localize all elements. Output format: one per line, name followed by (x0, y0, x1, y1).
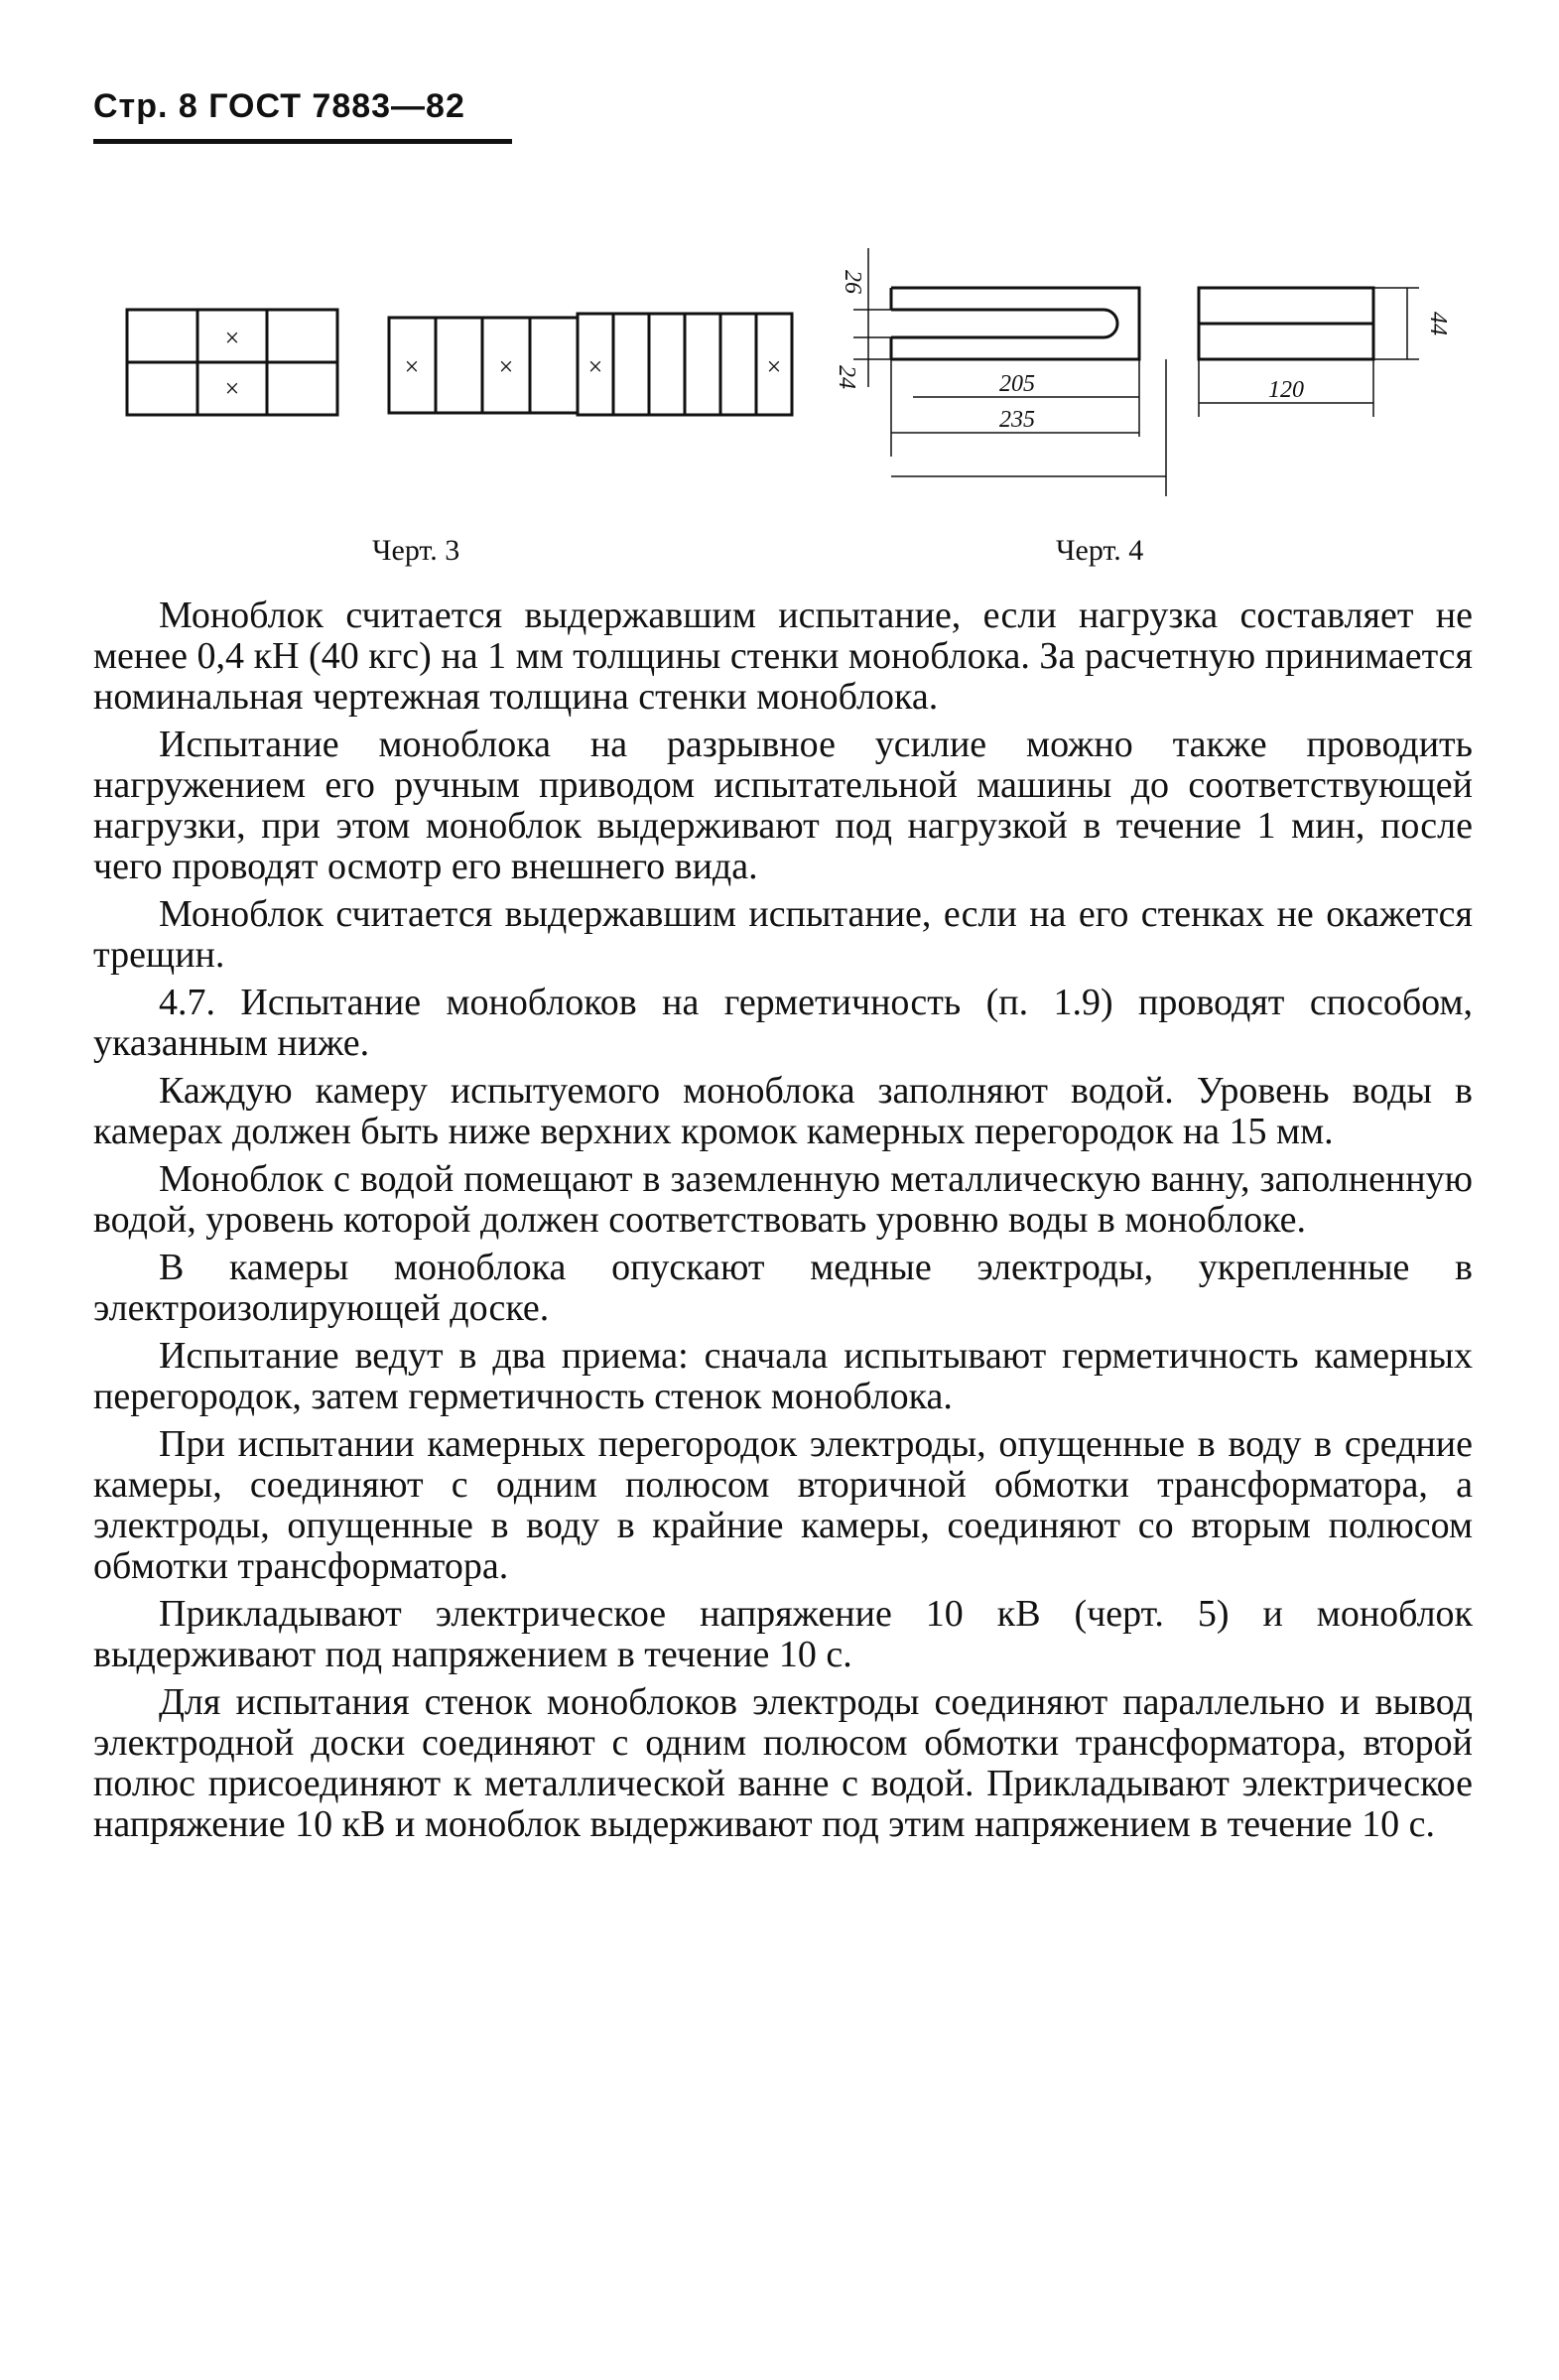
paragraph: Испытание ведут в два приема: сначала испытывают герметичность камерных перегородок, затем герметичность стенок моноблока. (93, 1335, 1473, 1417)
paragraph: При испытании камерных перегородок электроды, опущенные в воду в средние камеры, соединяют с одним полюсом вторичной обмотки трансформатора, а электроды, опущенные в воду в крайние камеры, соединяют со вторым полюсом обмотки трансформатора. (93, 1423, 1473, 1587)
cell-mark: × (587, 352, 603, 381)
paragraph: Моноблок считается выдержавшим испытание, если на его стенках не окажется трещин. (93, 893, 1473, 976)
figure-3-drawing (119, 238, 804, 417)
u-shape-outline (891, 288, 1139, 359)
figure-3-caption: Черт. 3 (372, 534, 460, 567)
cell-mark: × (766, 352, 782, 381)
paragraph: В камеры моноблока опускают медные электроды, укрепленные в электроизолирующей доске. (93, 1247, 1473, 1329)
cell-mark: × (498, 352, 514, 381)
dimension-label: 26 (840, 270, 865, 294)
paragraph: 4.7. Испытание моноблоков на герметичность (п. 1.9) проводят способом, указанным ниже. (93, 982, 1473, 1064)
dimension-label: 205 (999, 371, 1035, 397)
cell-mark: × (224, 324, 240, 352)
figure-4-caption: Черт. 4 (1056, 534, 1144, 567)
cell-mark: × (224, 374, 240, 403)
paragraph: Моноблок с водой помещают в заземленную металлическую ванну, заполненную водой, уровень которой должен соответствовать уровню воды в моноблоке. (93, 1158, 1473, 1241)
paragraph: Испытание моноблока на разрывное усилие можно также проводить нагружением его ручным приводом испытательной машины до соответствующей нагрузки, при этом моноблок выдерживают под нагрузкой в течение 1 мин, после чего проводят осмотр его внешнего вида. (93, 724, 1473, 887)
paragraph: Для испытания стенок моноблоков электроды соединяют параллельно и вывод электродной доски соединяют с одним полюсом обмотки трансформатора, второй полюс присоединяют к металлической ванне с водой. Прикладывают электрическое напряжение 10 кВ и моноблок выдерживают под этим напряжением в течение 10 с. (93, 1681, 1473, 1845)
paragraph: Каждую камеру испытуемого моноблока заполняют водой. Уровень воды в камерах должен быть ниже верхних кромок камерных перегородок на 15 мм. (93, 1070, 1473, 1152)
page-header: Стр. 8 ГОСТ 7883—82 (93, 87, 465, 125)
dimension-label: 44 (1425, 312, 1451, 335)
dimension-label: 120 (1268, 377, 1304, 403)
header-rule (93, 139, 512, 144)
paragraph: Моноблок считается выдержавшим испытание, если нагрузка составляет не менее 0,4 кН (40 кгс) на 1 мм толщины стенки моноблока. За расчетную принимается номинальная чертежная толщина стенки моноблока. (93, 595, 1473, 718)
dimension-label: 235 (999, 407, 1035, 433)
figure-4-drawing (824, 238, 1469, 516)
cell-mark: × (404, 352, 420, 381)
dimension-label: 24 (834, 365, 859, 389)
body-text (93, 595, 1473, 1852)
paragraph: Прикладывают электрическое напряжение 10 кВ (черт. 5) и моноблок выдерживают под напряжением в течение 10 с. (93, 1593, 1473, 1675)
